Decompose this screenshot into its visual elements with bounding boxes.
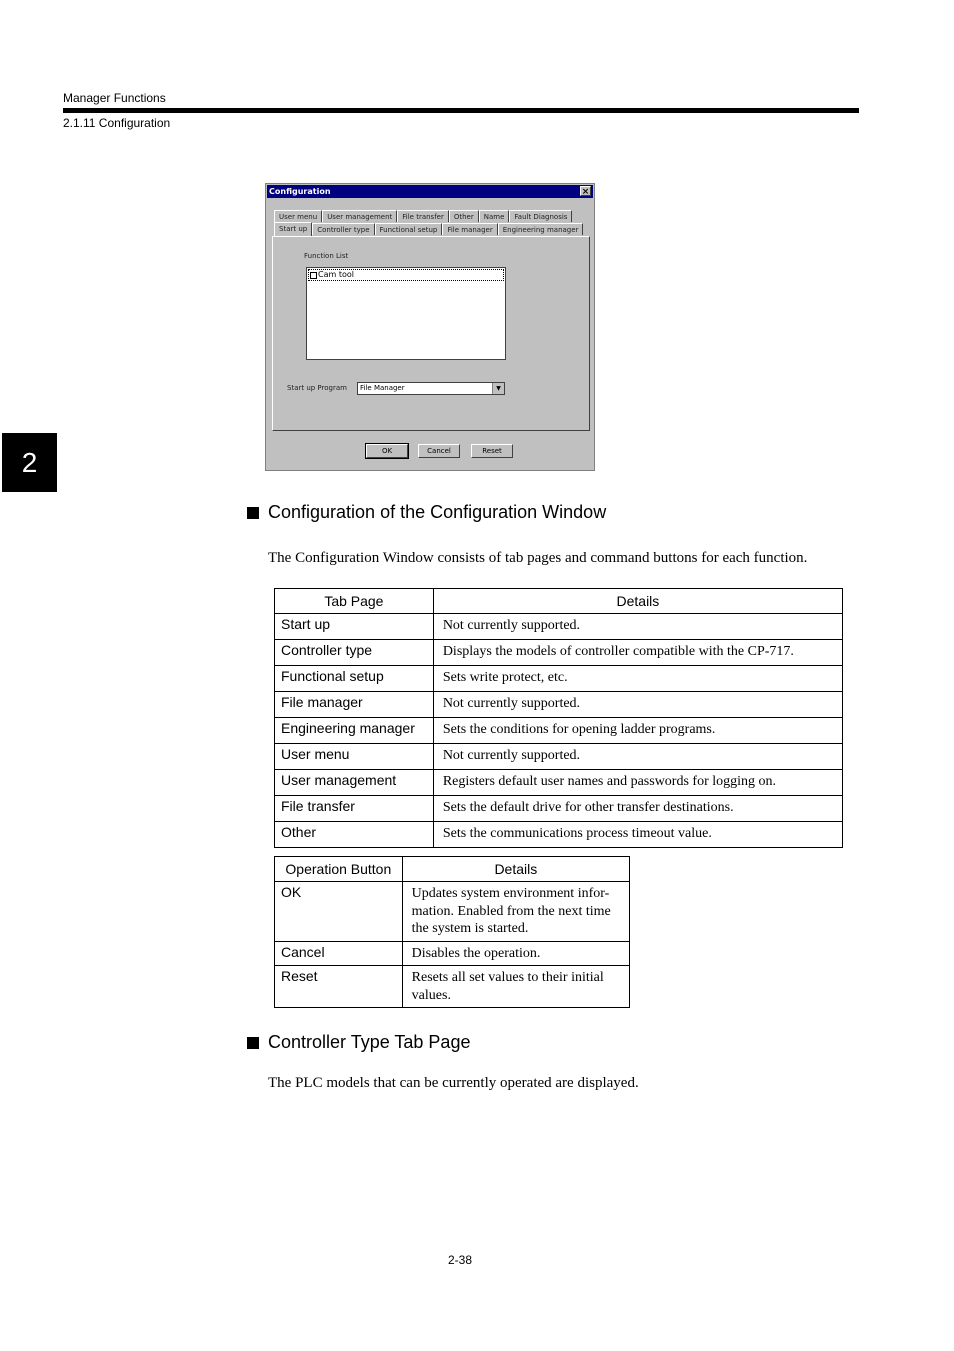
ok-button[interactable]: OK [366,444,408,458]
table-header-row [275,589,843,614]
header-rule [63,108,859,113]
tab-start-up[interactable]: Start up [274,222,312,236]
table-cell: Reset [275,966,403,1008]
function-list-label: Function List [304,252,349,260]
table-cell: Other [275,822,434,848]
operation-button-table [274,856,630,1008]
table-cell: Cancel [275,941,403,966]
table-cell: Not currently supported. [433,692,842,718]
tab-file-transfer[interactable]: File transfer [397,210,449,222]
table-row [275,614,843,640]
tab-fault-diagnosis[interactable]: Fault Diagnosis [509,210,572,222]
table-row [275,882,630,942]
section-intro: The PLC models that can be currently operated are displayed. [268,1075,639,1091]
tab-user-menu[interactable]: User menu [274,210,322,222]
table-row [275,941,630,966]
table-cell: Functional setup [275,666,434,692]
table-cell: Sets the communications process timeout value. [433,822,842,848]
chevron-down-icon[interactable]: ▼ [492,383,504,394]
table-row [275,718,843,744]
table-cell: User management [275,770,434,796]
table-cell: Sets the conditions for opening ladder programs. [433,718,842,744]
reset-button[interactable]: Reset [471,444,513,458]
table-row [275,770,843,796]
section-intro: The Configuration Window consists of tab pages and command buttons for each function. [268,550,808,566]
startup-program-label: Start up Program [287,384,347,392]
table-cell: Displays the models of controller compatible with the CP-717. [433,640,842,666]
table-cell: Start up [275,614,434,640]
tab-other[interactable]: Other [449,210,479,222]
table-cell: Resets all set values to their initial values. [402,966,629,1008]
startup-program-value: File Manager [360,384,405,392]
table-cell: Registers default user names and passwords for logging on. [433,770,842,796]
section-heading-text: Controller Type Tab Page [268,1032,471,1052]
tab-row-back [274,210,572,222]
dialog-title-bar [267,185,593,198]
close-icon[interactable]: × [581,187,590,197]
table-cell: OK [275,882,403,942]
square-bullet-icon [247,507,259,519]
section-heading-text: Configuration of the Configuration Window [268,502,607,522]
table-row [275,640,843,666]
table-row [275,822,843,848]
chapter-tab: 2 [2,433,57,492]
list-item[interactable] [308,269,504,281]
table-cell: Not currently supported. [433,744,842,770]
cancel-button[interactable]: Cancel [418,444,460,458]
table-header: Details [402,857,629,882]
configuration-dialog [265,183,595,471]
table-cell: Updates system environment infor- mation. Enabled from the next time the system is started. [402,882,629,942]
table-row [275,666,843,692]
tab-row-front [274,223,583,235]
tab-page-table [274,588,843,848]
startup-program-select[interactable] [357,382,505,395]
table-row [275,744,843,770]
checkbox-icon[interactable] [310,272,317,279]
table-cell: File transfer [275,796,434,822]
list-item-label: Cam tool [318,270,354,279]
tab-name[interactable]: Name [479,210,510,222]
tab-engineering-manager[interactable]: Engineering manager [498,223,584,235]
table-cell: Sets the default drive for other transfer destinations. [433,796,842,822]
table-cell: Engineering manager [275,718,434,744]
table-cell: User menu [275,744,434,770]
dialog-title: Configuration [269,187,331,196]
section-heading-controller-type [247,1032,470,1053]
tab-user-management[interactable]: User management [322,210,397,222]
tab-functional-setup[interactable]: Functional setup [375,223,443,235]
table-cell: File manager [275,692,434,718]
table-row [275,796,843,822]
table-header: Operation Button [275,857,403,882]
table-header: Tab Page [275,589,434,614]
square-bullet-icon [247,1037,259,1049]
table-cell: Not currently supported. [433,614,842,640]
running-header-title: Manager Functions [63,91,166,105]
tab-file-manager[interactable]: File manager [442,223,497,235]
page-number: 2-38 [448,1253,473,1267]
table-row [275,966,630,1008]
table-cell: Sets write protect, etc. [433,666,842,692]
function-list[interactable] [306,267,506,360]
section-heading-configuration [247,502,606,523]
table-header: Details [433,589,842,614]
table-cell: Controller type [275,640,434,666]
table-header-row [275,857,630,882]
table-cell: Disables the operation. [402,941,629,966]
running-header-section: 2.1.11 Configuration [63,116,171,130]
tab-controller-type[interactable]: Controller type [312,223,374,235]
table-row [275,692,843,718]
